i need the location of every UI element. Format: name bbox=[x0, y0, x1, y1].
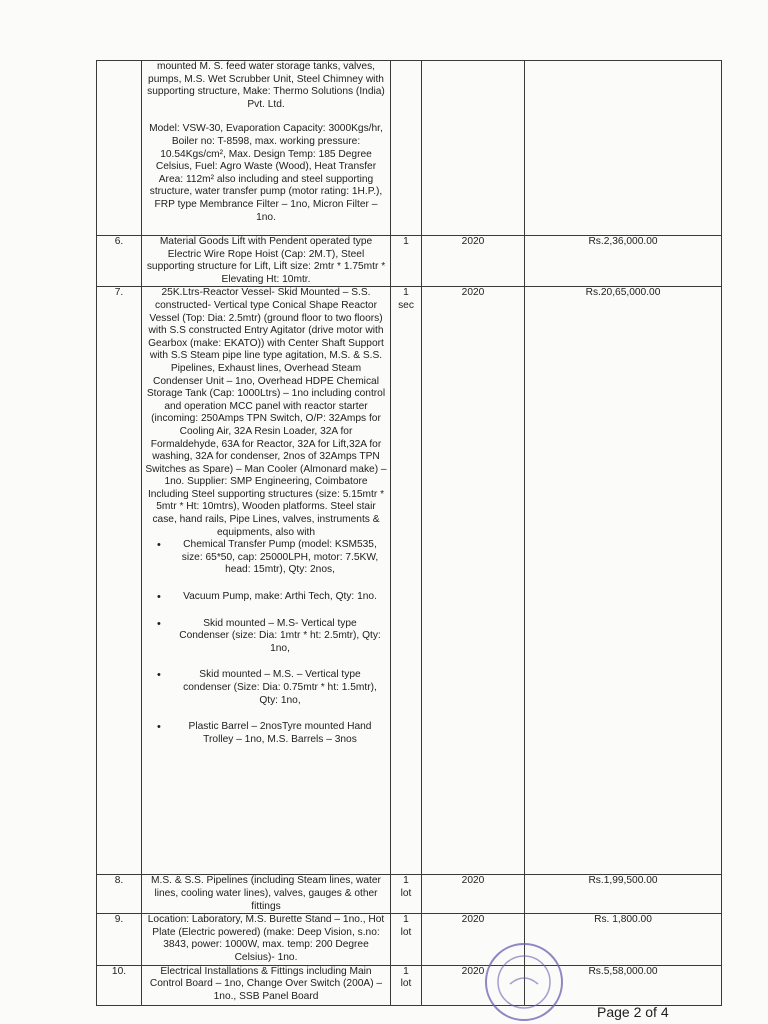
amount-cell: Rs. 1,800.00 bbox=[525, 914, 722, 965]
year-cell: 2020 bbox=[422, 965, 525, 1005]
table-row bbox=[97, 914, 722, 965]
serial-cell: 10. bbox=[97, 965, 142, 1005]
quantity-cell bbox=[391, 875, 422, 914]
list-item: • Skid mounted – M.S- Vertical type Condenser (size: Dia: 1mtr * ht: 2.5mtr), Qty: 1no, bbox=[145, 618, 387, 656]
quantity-unit: lot bbox=[400, 887, 412, 899]
description-text: mounted M. S. feed water storage tanks, valves, pumps, M.S. Wet Scrubber Unit, Steel Chimney with supporting structure, Make: Thermo Solutions (India) Pvt. Ltd. bbox=[147, 61, 385, 110]
serial-cell: 6. bbox=[97, 236, 142, 287]
amount-cell: Rs.2,36,000.00 bbox=[525, 236, 722, 287]
quantity-value: 1 bbox=[403, 914, 409, 926]
amount-cell: Rs.20,65,000.00 bbox=[525, 287, 722, 875]
table-row bbox=[97, 875, 722, 914]
serial-cell: 7. bbox=[97, 287, 142, 875]
description-cell: Location: Laboratory, M.S. Burette Stand – 1no., Hot Plate (Electric powered) (make: Deep Vision, s.no: 3843, power: 1000W, max. temp: 200 Degree Celsius)- 1no. bbox=[142, 914, 391, 965]
amount-cell: Rs.5,58,000.00 bbox=[525, 965, 722, 1005]
year-cell: 2020 bbox=[422, 287, 525, 875]
quantity-cell bbox=[391, 61, 422, 236]
description-cell bbox=[142, 287, 391, 875]
table-row bbox=[97, 965, 722, 1005]
table-row bbox=[97, 236, 722, 287]
company-seal-icon bbox=[482, 940, 566, 1024]
quantity-value: 1 bbox=[403, 965, 409, 977]
serial-cell: 9. bbox=[97, 914, 142, 965]
list-item: • Vacuum Pump, make: Arthi Tech, Qty: 1no. bbox=[145, 591, 387, 604]
quantity-cell bbox=[391, 965, 422, 1005]
description-cell: Material Goods Lift with Pendent operated type Electric Wire Rope Hoist (Cap: 2M.T), Steel supporting structure for Lift, Lift size: 2mtr * 1.75mtr * Elevating Ht: 10mtr. bbox=[142, 236, 391, 287]
description-cell: Electrical Installations & Fittings including Main Control Board – 1no, Change Over Switch (200A) – 1no., SSB Panel Board bbox=[142, 965, 391, 1005]
quantity-cell bbox=[391, 287, 422, 875]
equipment-list bbox=[145, 539, 387, 746]
year-cell: 2020 bbox=[422, 914, 525, 965]
year-cell bbox=[422, 61, 525, 236]
description-text-model: Model: VSW-30, Evaporation Capacity: 3000Kgs/hr, Boiler no: T-8598, max. working pressure: 10.54Kgs/cm², Max. Design Temp: 185 Degree Celsius, Fuel: Agro Waste (Wood), Heat Transfer Area: 112m² also including and steel supporting structure, water transfer pump (motor rating: 1H.P.), FRP type Membrance Filter – 1no, Micron Filter – 1no. bbox=[149, 123, 383, 223]
quantity-value: 1 bbox=[403, 875, 409, 887]
page-number: Page 2 of 4 bbox=[597, 1004, 669, 1020]
quantity-unit: lot bbox=[400, 926, 412, 938]
description-text: 25K.Ltrs-Reactor Vessel- Skid Mounted – S.S. constructed- Vertical type Conical Shape Reactor Vessel (Top: Dia: 2.5mtr) (ground floor to two floors) with S.S constructed Entry Agitator (drive motor with Gearbox (make: EKATO)) with Center Shaft Support with S.S Steam pipe line type agitation, M.S. & S.S. Pipelines, Exhaust lines, Overhead Steam Condenser Unit – 1no, Overhead HDPE Chemical Storage Tank (Cap: 1000Ltrs) – 1no including control and operation MCC panel with reactor starter (incoming: 250Amps TPN Switch, O/P: 32Amps for Cooling Air, 32A Resin Loader, 32A for Formaldehyde, 63A for Reactor, 32A for Lift,32A for washing, 32A for condenser, 2nos of 32Amps TPN Switches as Spare) – Man Cooler (Almonard make) – 1no. Supplier: SMP Engineering, Coimbatore Including Steel supporting structures (size: 5.15mtr * 5mtr * Ht: 10mtrs), Wooden platforms. Steel stair case, hand rails, Pipe Lines, valves, instruments & equipments, also with bbox=[145, 287, 387, 538]
quantity-unit: sec bbox=[398, 299, 414, 311]
quantity-unit: lot bbox=[400, 978, 412, 990]
list-item: • Skid mounted – M.S. – Vertical type condenser (Size: Dia: 0.75mtr * ht: 1.5mtr), Qty: 1no, bbox=[145, 669, 387, 707]
description-cell: M.S. & S.S. Pipelines (including Steam lines, water lines, cooling water lines), valves, gauges & other fittings bbox=[142, 875, 391, 914]
table-row bbox=[97, 287, 722, 875]
year-cell: 2020 bbox=[422, 236, 525, 287]
list-item: • Plastic Barrel – 2nosTyre mounted Hand Trolley – 1no, M.S. Barrels – 3nos bbox=[145, 721, 387, 746]
amount-cell: Rs.1,99,500.00 bbox=[525, 875, 722, 914]
amount-cell bbox=[525, 61, 722, 236]
year-cell: 2020 bbox=[422, 875, 525, 914]
valuation-table bbox=[96, 60, 722, 1006]
quantity-value: 1 bbox=[403, 287, 409, 299]
quantity-cell bbox=[391, 914, 422, 965]
serial-cell bbox=[97, 61, 142, 236]
quantity-cell: 1 bbox=[391, 236, 422, 287]
serial-cell: 8. bbox=[97, 875, 142, 914]
list-item: • Chemical Transfer Pump (model: KSM535, size: 65*50, cap: 25000LPH, motor: 7.5KW, head: 15mtr), Qty: 2nos, bbox=[145, 539, 387, 577]
table-row bbox=[97, 61, 722, 236]
description-cell bbox=[142, 61, 391, 236]
